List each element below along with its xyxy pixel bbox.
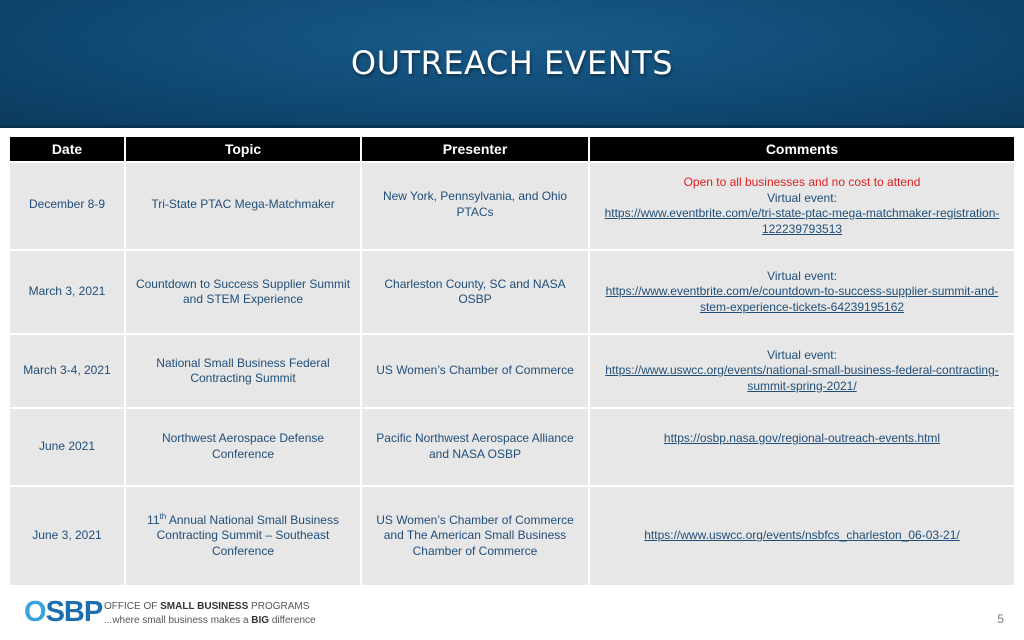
header-topic: Topic <box>126 137 360 161</box>
org-bold: SMALL BUSINESS <box>160 601 249 612</box>
osbp-logo <box>24 596 324 632</box>
cell-date: December 8-9 <box>10 163 124 249</box>
cell-date: March 3-4, 2021 <box>10 335 124 407</box>
event-link[interactable]: https://www.eventbrite.com/e/tri-state-ptac-mega-matchmaker-registration-122239793513 <box>604 206 1000 236</box>
tagline-suffix: difference <box>269 615 316 626</box>
virtual-label: Virtual event: <box>767 268 837 283</box>
cell-date: March 3, 2021 <box>10 251 124 333</box>
table-row <box>10 335 1014 407</box>
cell-comments <box>590 409 1014 485</box>
logo-letters-sbp: SBP <box>45 596 103 628</box>
header-date: Date <box>10 137 124 161</box>
cell-topic <box>126 487 360 585</box>
cell-comments <box>590 487 1014 585</box>
cell-topic: Northwest Aerospace Defense Conference <box>126 409 360 485</box>
table-row <box>10 409 1014 485</box>
cell-date: June 3, 2021 <box>10 487 124 585</box>
cell-presenter: Pacific Northwest Aerospace Alliance and NASA OSBP <box>362 409 588 485</box>
org-prefix: OFFICE OF <box>104 601 161 612</box>
cell-topic: Countdown to Success Supplier Summit and STEM Experience <box>126 251 360 333</box>
cell-comments <box>590 335 1014 407</box>
event-link[interactable]: https://osbp.nasa.gov/regional-outreach-events.html <box>663 431 941 445</box>
cell-comments <box>590 163 1014 249</box>
event-link[interactable]: https://www.uswcc.org/events/nsbfcs_charleston_06-03-21/ <box>644 528 960 543</box>
virtual-label: Virtual event: <box>767 347 837 362</box>
topic-ordinal: 11 <box>147 512 160 527</box>
header-comments: Comments <box>590 137 1014 161</box>
tagline-bold: BIG <box>251 615 270 626</box>
tagline <box>104 614 316 628</box>
osbp-logo-text <box>104 600 316 628</box>
cell-presenter: US Women’s Chamber of Commerce and The American Small Business Chamber of Commerce <box>362 487 588 585</box>
table-row <box>10 163 1014 249</box>
table-header-row <box>10 137 1014 161</box>
table-row <box>10 251 1014 333</box>
tagline-prefix: ...where small business makes a <box>104 615 252 626</box>
event-link[interactable]: https://www.uswcc.org/events/national-small-business-federal-contracting-summit-spring-2021/ <box>605 363 999 393</box>
topic-rest: Annual National Small Business Contracting Summit – Southeast Conference <box>156 512 339 558</box>
cost-note: Open to all businesses and no cost to attend <box>683 175 921 189</box>
cell-topic: Tri-State PTAC Mega-Matchmaker <box>126 163 360 249</box>
page-number: 5 <box>997 612 1004 626</box>
table-row <box>10 487 1014 585</box>
cell-date: June 2021 <box>10 409 124 485</box>
cell-presenter: US Women’s Chamber of Commerce <box>362 335 588 407</box>
cell-presenter: Charleston County, SC and NASA OSBP <box>362 251 588 333</box>
cell-presenter: New York, Pennsylvania, and Ohio PTACs <box>362 163 588 249</box>
events-table <box>8 135 1016 587</box>
topic-ordinal-suffix: th <box>159 511 167 521</box>
header-presenter: Presenter <box>362 137 588 161</box>
event-link[interactable]: https://www.eventbrite.com/e/countdown-to-success-supplier-summit-and-stem-experience-tickets-64239195162 <box>605 284 999 314</box>
org-name <box>104 600 316 614</box>
logo-letter-o: O <box>24 596 46 628</box>
page-title: OUTREACH EVENTS <box>350 44 674 82</box>
org-suffix: PROGRAMS <box>248 601 310 612</box>
cell-topic: National Small Business Federal Contracting Summit <box>126 335 360 407</box>
osbp-logo-mark <box>24 596 102 628</box>
virtual-label: Virtual event: <box>767 190 837 205</box>
cell-comments <box>590 251 1014 333</box>
